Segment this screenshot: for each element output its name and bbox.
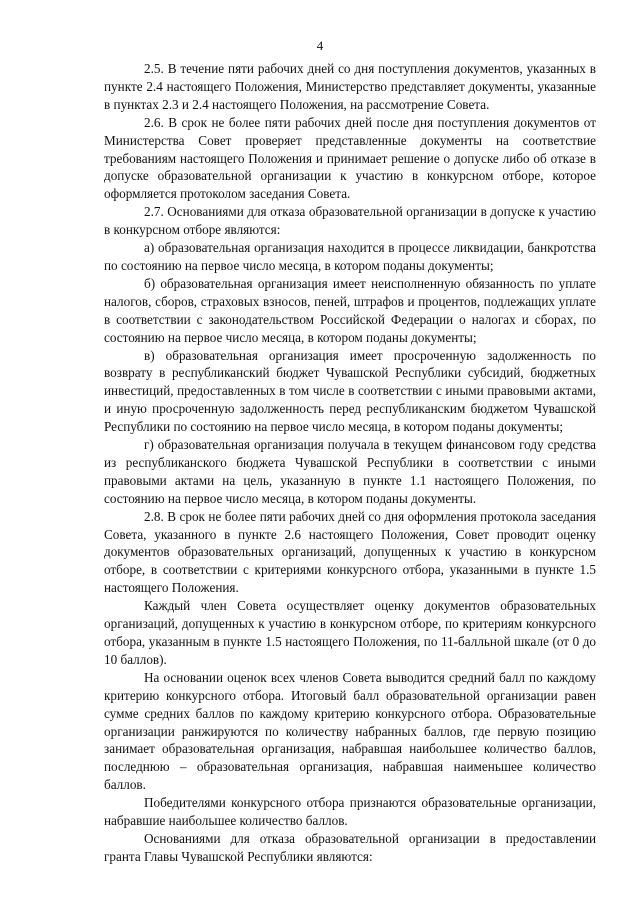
page-number: 4: [316, 38, 324, 53]
document-body: [104, 60, 596, 866]
list-item-a: а) образовательная организация находится в процессе ликвидации, банкротства по состоянию на первое число месяца, в котором поданы документы;: [104, 240, 596, 273]
paragraph-average-score: На основании оценок всех членов Совета выводится средний балл по каждому критерию конкурсного отбора. Итоговый балл образовательной организации равен сумме средних баллов по каждому критерию конкурсного отбора. Образовательные организации ранжируются по количеству набранных баллов, где первую позицию занимает образовательная организация, набравшая наибольшее количество баллов, последнюю – образовательная организация, набравшая наименьшее количество баллов.: [104, 669, 596, 793]
list-item-v: в) образовательная организация имеет просроченную задолженность по возврату в республиканский бюджет Чувашской Республики субсидий, бюджетных инвестиций, предоставленных в том числе в соответствии с иными правовыми актами, и иную просроченную задолженность перед республиканским бюджетом Чувашской Республики по состоянию на первое число месяца, в котором поданы документы;: [104, 347, 596, 435]
paragraph-refusal-grounds: Основаниями для отказа образовательной организации в предоставлении гранта Главы Чувашской Республики являются:: [104, 830, 596, 864]
list-item-g: г) образовательная организация получала в текущем финансовом году средства из республиканского бюджета Чувашской Республики в соответствии с иными правовыми актами на цель, указанную в пункте 1.1 настоящего Положения, по состоянию на первое число месяца, в котором поданы документы.: [104, 437, 596, 506]
paragraph-winners: Победителями конкурсного отбора признаются образовательные организации, набравшие наибольшее количество баллов.: [104, 795, 596, 829]
paragraph-2-7: 2.7. Основаниями для отказа образовательной организации в допуске к участию в конкурсном отборе являются:: [104, 204, 596, 238]
paragraph-evaluation: Каждый член Совета осуществляет оценку документов образовательных организаций, допущенных к участию в конкурсном отборе, по критериям конкурсного отбора, указанным в пункте 1.5 настоящего Положения, по 11-балльной шкале (от 0 до 10 баллов).: [104, 598, 596, 667]
paragraph-2-8: 2.8. В срок не более пяти рабочих дней со дня оформления протокола заседания Совета, указанного в пункте 2.6 настоящего Положения, Совет проводит оценку документов образовательных организаций, допущенных к участию в конкурсном отборе, в соответствии с критериями конкурсного отбора, указанными в пункте 1.5 настоящего Положения.: [104, 508, 596, 596]
list-item-b: б) образовательная организация имеет неисполненную обязанность по уплате налогов, сборов, страховых взносов, пеней, штрафов и процентов, подлежащих уплате в соответствии с законодательством Российской Федерации о налогах и сборах, по состоянию на первое число месяца, в котором поданы документы;: [104, 275, 596, 345]
paragraph-2-5: 2.5. В течение пяти рабочих дней со дня поступления документов, указанных в пункте 2.4 настоящего Положения, Министерство представляет документы, указанные в пунктах 2.3 и 2.4 настоящего Положения, на рассмотрение Совета.: [104, 61, 596, 112]
paragraph-2-6: 2.6. В срок не более пяти рабочих дней после дня поступления документов от Министерства Совет проверяет представленные документы на соответствие требованиям настоящего Положения и принимает решение о допуске либо об отказе в допуске образовательной организации к участию в конкурсном отборе, которое оформляется протоколом заседания Совета.: [104, 114, 596, 202]
